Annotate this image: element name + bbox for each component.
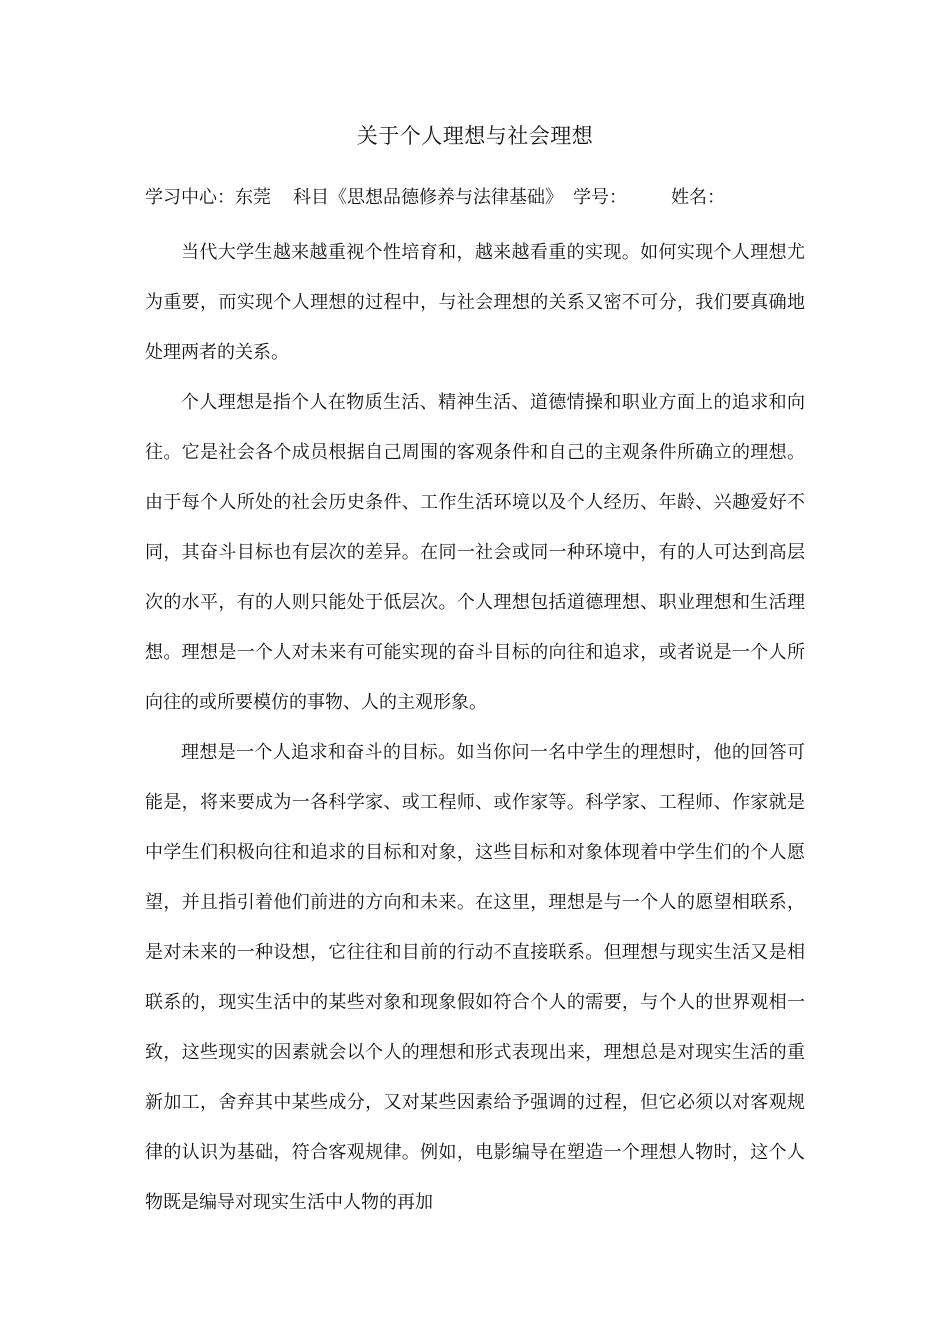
student-info-line bbox=[145, 178, 805, 218]
paragraph-ideal-goal: 理想是一个人追求和奋斗的目标。如当你问一名中学生的理想时，他的回答可能是，将来要成为一各科学家、或工程师、或作家等。科学家、工程师、作家就是中学生们积极向往和追求的目标和对象，这些目标和对象体现着中学生们的个人愿望，并且指引着他们前进的方向和未来。在这里，理想是与一个人的愿望相联系，是对未来的一种设想，它往往和目前的行动不直接联系。但理想与现实生活又是相联系的，现实生活中的某些对象和现象假如符合个人的需要，与个人的世界观相一致，这些现实的因素就会以个人的理想和形式表现出来，理想总是对现实生活的重新加工，舍弃其中某些成分，又对某些因素给予强调的过程，但它必须以对客观规律的认识为基础，符合客观规律。例如，电影编导在塑造一个理想人物时，这个人物既是编导对现实生活中人物的再加 bbox=[145, 742, 805, 1213]
learning-center: 学习中心：东莞 bbox=[145, 187, 271, 208]
document-title: 关于个人理想与社会理想 bbox=[356, 124, 594, 148]
paragraph-personal-ideal-definition: 个人理想是指个人在物质生活、精神生活、道德情操和职业方面上的追求和向往。它是社会各个成员根据自己周围的客观条件和自己的主观条件所确立的理想。由于每个人所处的社会历史条件、工作生活环境以及个人经历、年龄、兴趣爱好不同，其奋斗目标也有层次的差异。在同一社会或同一种环境中，有的人可达到高层次的水平，有的人则只能处于低层次。个人理想包括道德理想、职业理想和生活理想。理想是一个人对未来有可能实现的奋斗目标的向往和追求，或者说是一个人所向往的或所要模仿的事物、人的主观形象。 bbox=[145, 392, 805, 713]
student-name-label: 姓名： bbox=[671, 187, 725, 208]
subject: 科目《思想品德修养与法律基础》 bbox=[293, 187, 563, 208]
student-id-label: 学号： bbox=[573, 187, 627, 208]
paragraph-intro: 当代大学生越来越重视个性培育和，越来越看重的实现。如何实现个人理想尤为重要，而实现个人理想的过程中，与社会理想的关系又密不可分，我们要真确地处理两者的关系。 bbox=[145, 242, 805, 363]
document-page bbox=[145, 118, 805, 1228]
